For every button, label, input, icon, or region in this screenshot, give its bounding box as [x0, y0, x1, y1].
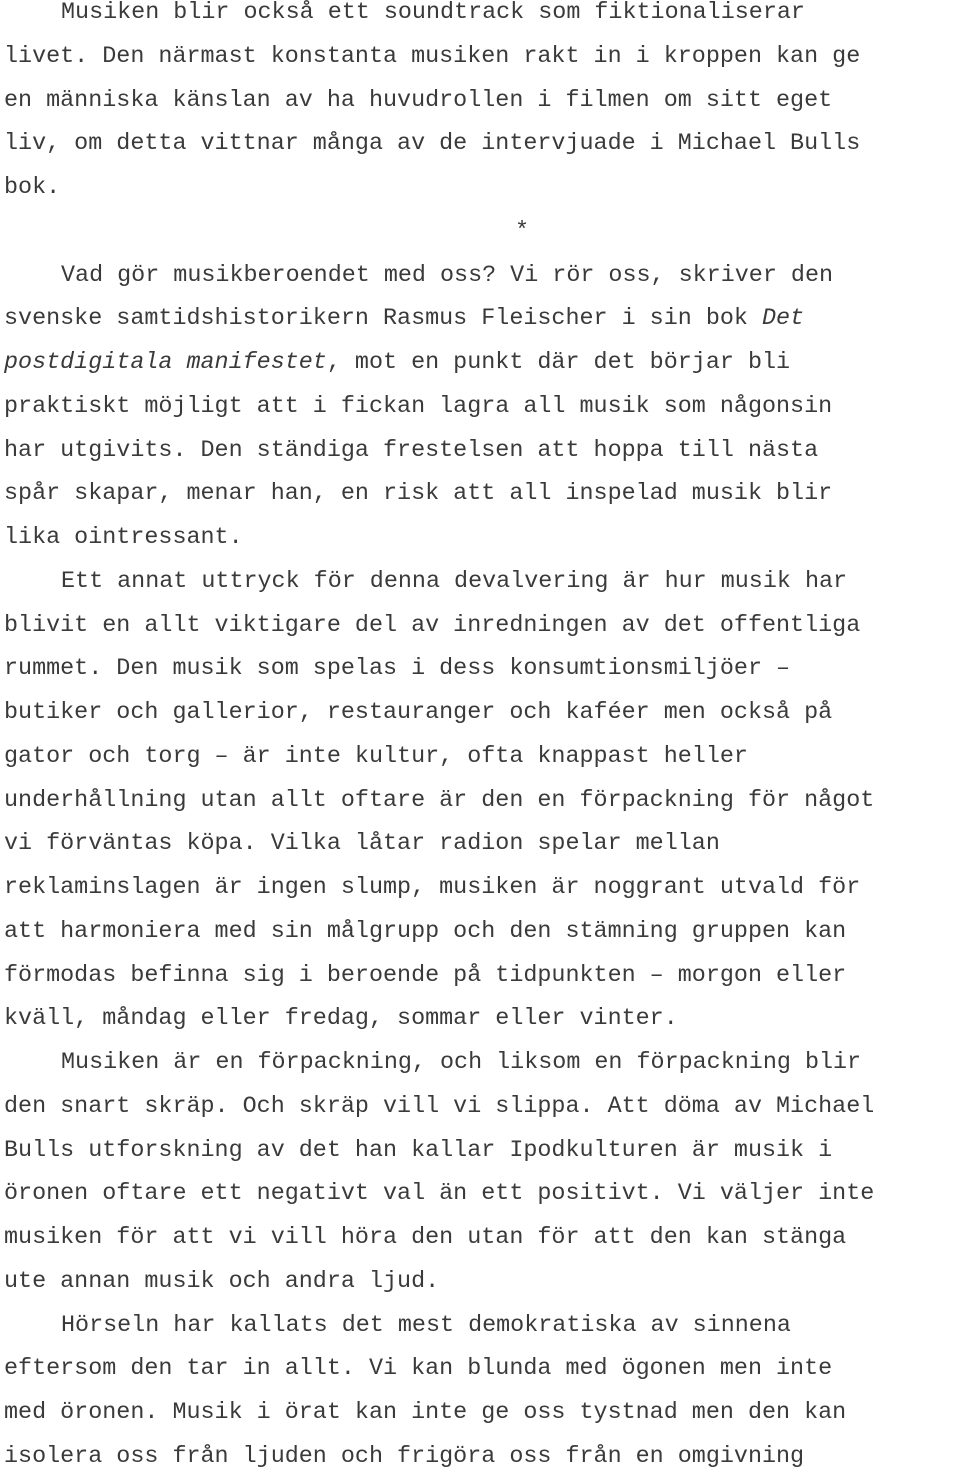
text-line: Ett annat uttryck för denna devalvering är hur musik har [61, 568, 848, 595]
text-line [4, 342, 960, 386]
text-line: ute annan musik och andra ljud. [4, 1268, 440, 1295]
text-line: förmodas befinna sig i beroende på tidpunkten – morgon eller [4, 962, 847, 989]
text-line: öronen oftare ett negativt val än ett positivt. Vi väljer inte [4, 1181, 875, 1208]
text-line: gator och torg – är inte kultur, ofta knappast heller [4, 743, 748, 770]
text-line: Vad gör musikberoendet med oss? Vi rör oss, skriver den [61, 262, 834, 289]
text-line: blivit en allt viktigare del av inredningen av det offentliga [4, 612, 861, 639]
text-line: med öronen. Musik i örat kan inte ge oss tystnad men den kan [4, 1400, 847, 1426]
text-line: underhållning utan allt oftare är den en förpackning för något [4, 787, 875, 814]
text-line: kväll, måndag eller fredag, sommar eller vinter. [4, 1006, 678, 1033]
text-line: Musiken blir också ett soundtrack som fiktionaliserar [61, 0, 805, 26]
book-title-part-1: Det [761, 306, 805, 333]
text-line: har utgivits. Den ständiga frestelsen att hoppa till nästa [4, 437, 819, 464]
book-title-part-2: postdigitala manifestet [4, 350, 327, 376]
text-line: lika ointressant. [4, 525, 243, 551]
text-line: vi förväntas köpa. Vilka låtar radion spelar mellan [4, 831, 720, 858]
text-fragment: svenske samtidshistorikern Rasmus Fleischer i sin bok [4, 306, 762, 333]
text-line [4, 298, 960, 342]
text-line: butiker och gallerior, restauranger och kaféer men också på [4, 700, 833, 726]
text-line: praktiskt möjligt att i fickan lagra all musik som någonsin [4, 393, 833, 420]
text-line: bok. [4, 175, 61, 201]
text-line: en människa känslan av ha huvudrollen i filmen om sitt eget [4, 87, 833, 114]
body-text [4, 0, 960, 1480]
section-separator: * [514, 218, 530, 245]
text-line: rummet. Den musik som spelas i dess konsumtionsmiljöer – [4, 656, 791, 683]
text-line: Musiken är en förpackning, och liksom en förpackning blir [61, 1050, 862, 1076]
text-line: den snart skräp. Och skräp vill vi slippa. Att döma av Michael [4, 1093, 875, 1120]
text-line: spår skapar, menar han, en risk att all inspelad musik blir [4, 481, 833, 508]
text-line: isolera oss från ljuden och frigöra oss från en omgivning [4, 1443, 805, 1470]
text-line: musiken för att vi vill höra den utan för att den kan stänga [4, 1225, 847, 1251]
text-fragment: , mot en punkt där det börjar bli [326, 350, 791, 376]
text-line: reklaminslagen är ingen slump, musiken är noggrant utvald för [4, 875, 861, 901]
text-line: liv, om detta vittnar många av de intervjuade i Michael Bulls [4, 131, 861, 158]
text-line: livet. Den närmast konstanta musiken rakt in i kroppen kan ge [4, 43, 861, 70]
text-line: Bulls utforskning av det han kallar Ipodkulturen är musik i [4, 1137, 833, 1164]
text-line: Hörseln har kallats det mest demokratiska av sinnena [61, 1312, 791, 1339]
text-line: att harmoniera med sin målgrupp och den stämning gruppen kan [4, 918, 847, 945]
text-line: eftersom den tar in allt. Vi kan blunda med ögonen men inte [4, 1356, 833, 1383]
